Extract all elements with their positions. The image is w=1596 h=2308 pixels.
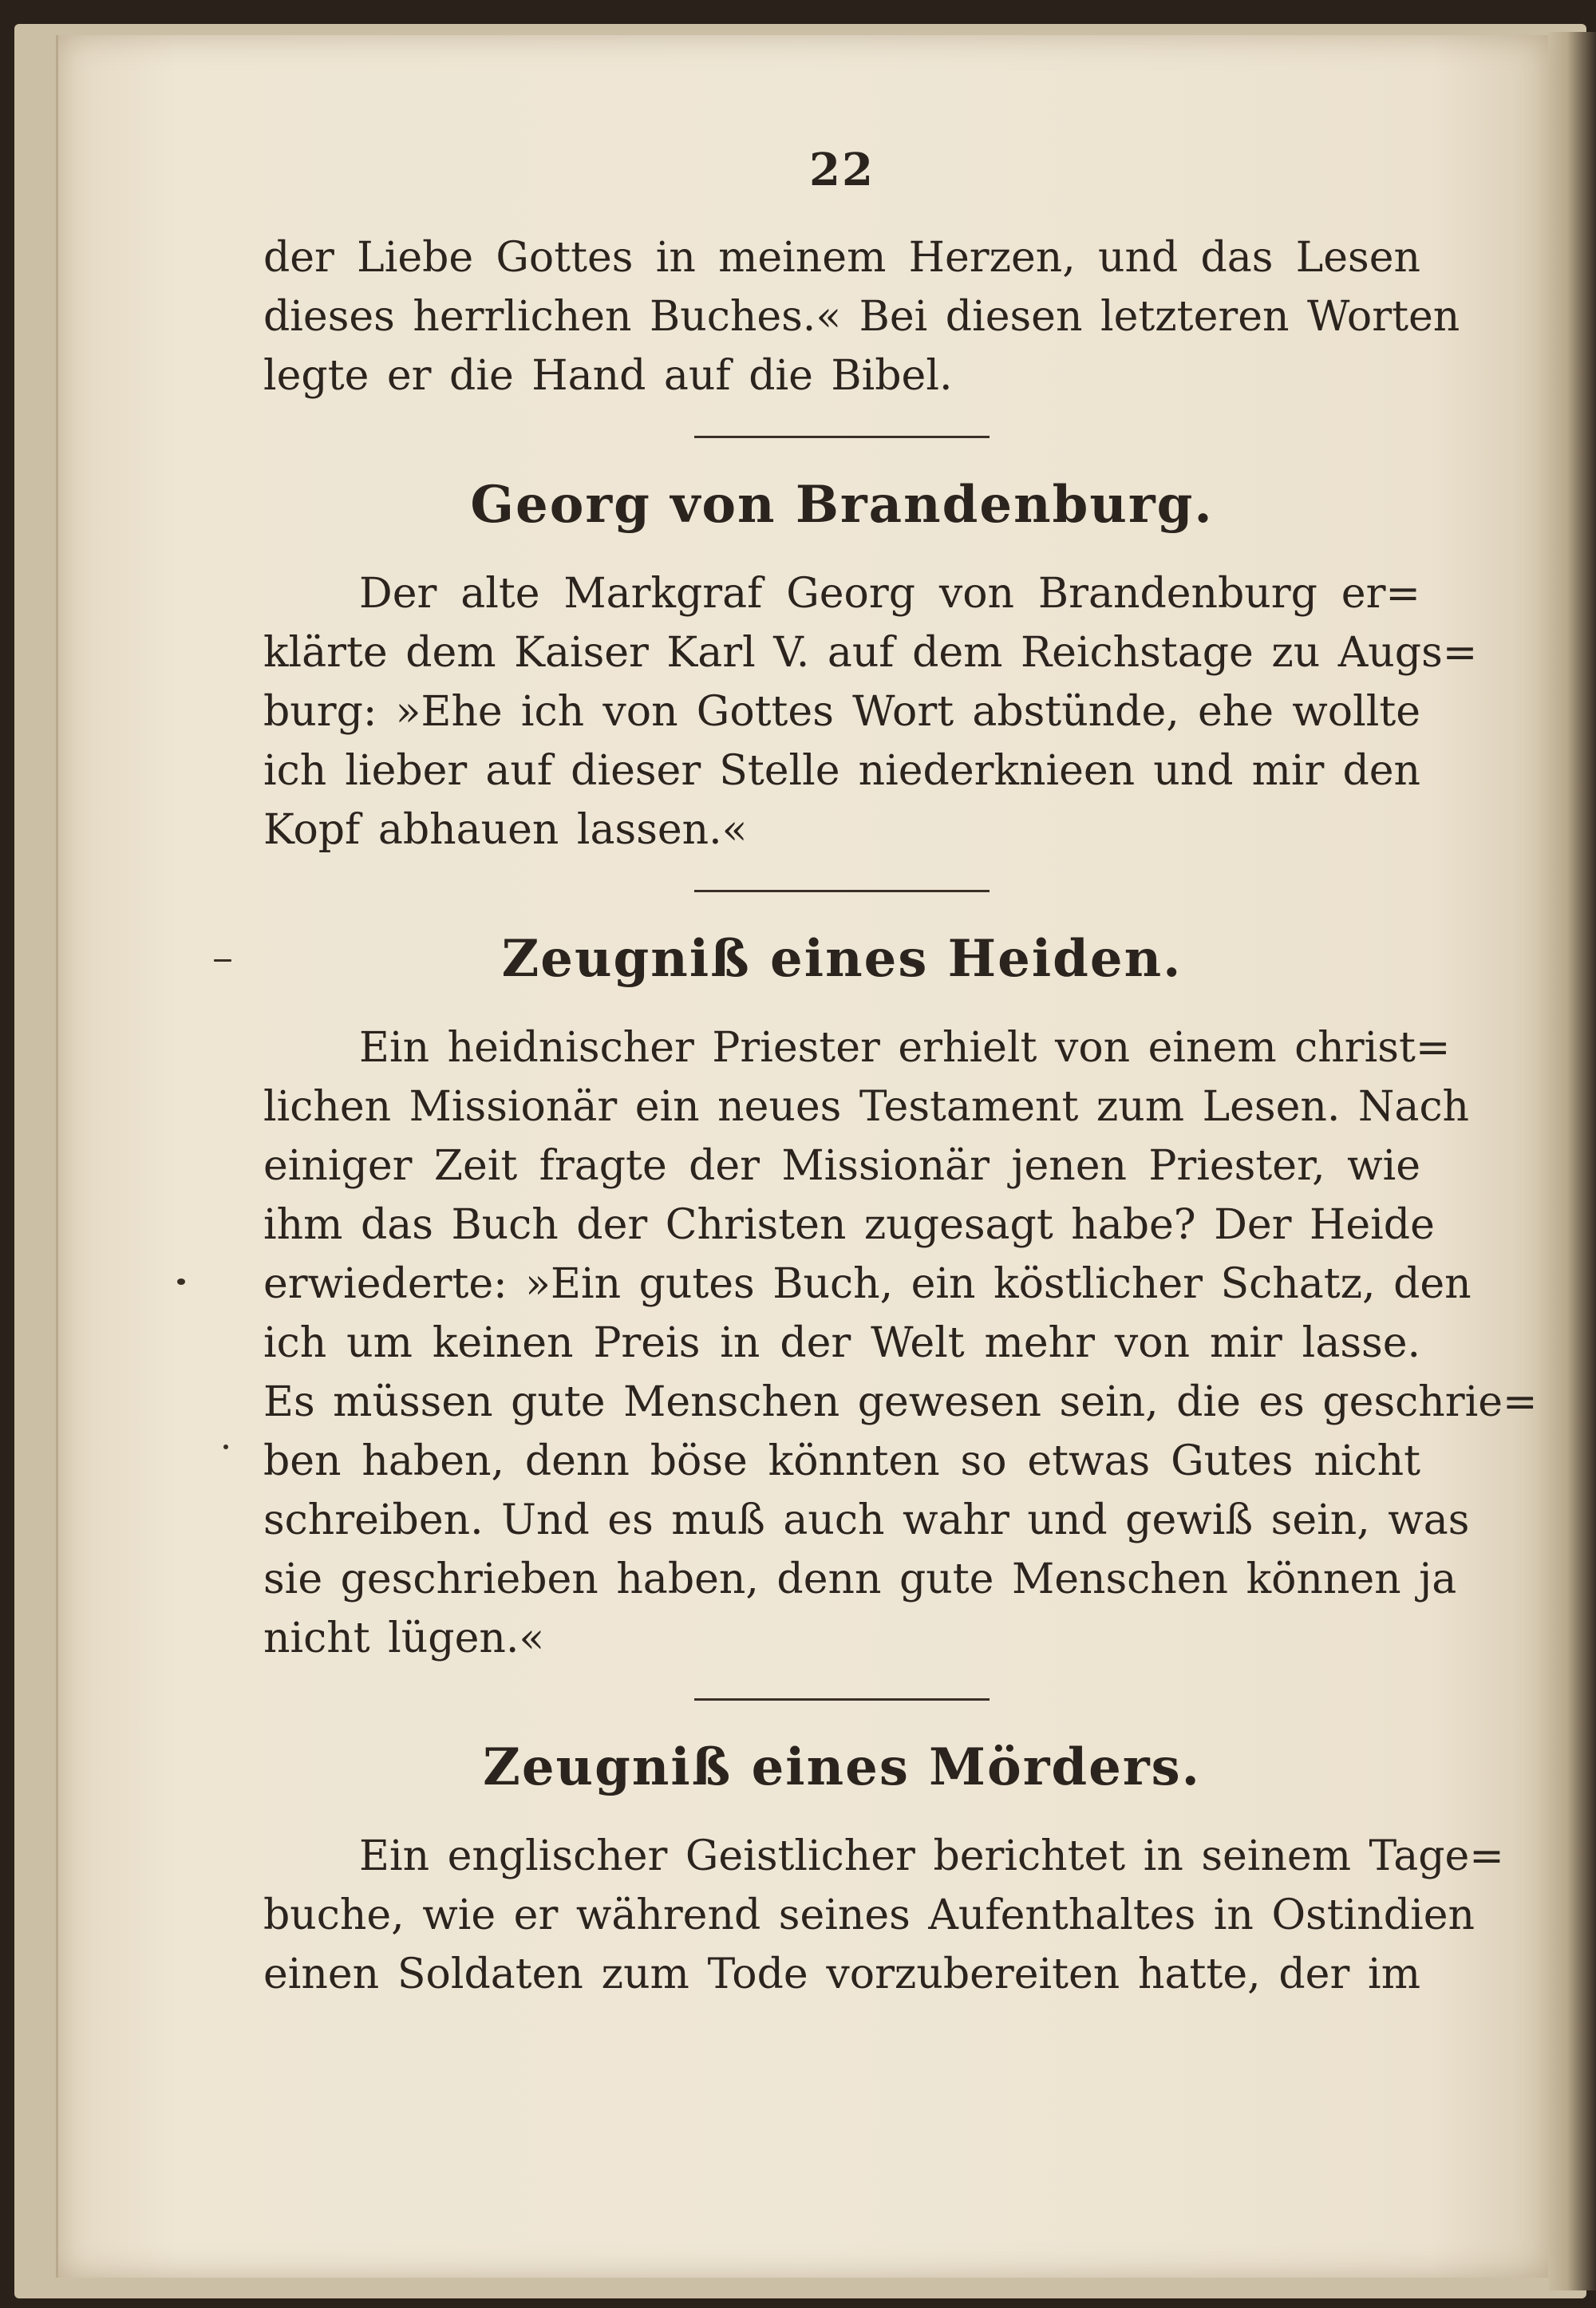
text-line: Es müssen gute Menschen gewesen sein, die es geschrie=	[263, 1378, 1538, 1426]
text-line: lichen Missionär ein neues Testament zum Lesen. Nach	[263, 1083, 1470, 1131]
text-line: Der alte Markgraf Georg von Brandenburg er=	[359, 570, 1420, 618]
text-line: klärte dem Kaiser Karl V. auf dem Reichstage zu Augs=	[263, 629, 1478, 677]
text-line: ich lieber auf dieser Stelle niederknieen und mir den	[263, 747, 1420, 795]
text-line: nicht lügen.«	[263, 1614, 545, 1662]
text-line: schreiben. Und es muß auch wahr und gewiß sein, was	[263, 1496, 1470, 1544]
text-line: erwiederte: »Ein gutes Buch, ein köstlicher Schatz, den	[263, 1260, 1472, 1308]
text-line: Ein heidnischer Priester erhielt von einem christ=	[359, 1024, 1451, 1072]
text-line: ihm das Buch der Christen zugesagt habe? Der Heide	[263, 1201, 1435, 1249]
section-moerder	[263, 1736, 1504, 2004]
text-line: einen Soldaten zum Tode vorzubereiten hatte, der im	[263, 1950, 1420, 1998]
section-heading: Zeugniß eines Heiden.	[501, 929, 1183, 989]
section-heading: Georg von Brandenburg.	[470, 475, 1214, 535]
section-divider	[694, 436, 990, 438]
facing-page-edge	[1548, 32, 1596, 2290]
ink-speck	[214, 959, 231, 962]
text-line: Ein englischer Geistlicher berichtet in seinem Tage=	[359, 1832, 1504, 1880]
page-content	[263, 144, 1538, 2004]
section-continuation	[263, 228, 1460, 405]
section-georg	[263, 473, 1478, 860]
section-heading: Zeugniß eines Mörders.	[483, 1737, 1201, 1797]
text-line: dieses herrlichen Buches.« Bei diesen letzteren Worten	[263, 293, 1460, 341]
text-line: ben haben, denn böse könnten so etwas Gutes nicht	[263, 1437, 1420, 1485]
text-line: einiger Zeit fragte der Missionär jenen Priester, wie	[263, 1142, 1420, 1190]
text-line: der Liebe Gottes in meinem Herzen, und das Lesen	[263, 234, 1420, 282]
ink-speck	[223, 1444, 228, 1449]
page-number: 22	[809, 144, 875, 196]
section-heiden	[263, 927, 1538, 1668]
section-divider	[694, 1698, 990, 1701]
text-line: sie geschrieben haben, denn gute Menschen können ja	[263, 1555, 1457, 1603]
text-line: legte er die Hand auf die Bibel.	[263, 352, 953, 400]
text-line: buche, wie er während seines Aufenthaltes in Ostindien	[263, 1891, 1475, 1939]
ink-speck	[177, 1278, 185, 1285]
text-line: ich um keinen Preis in der Welt mehr von mir lasse.	[263, 1319, 1420, 1367]
section-divider	[694, 890, 990, 892]
text-line: Kopf abhauen lassen.«	[263, 806, 748, 854]
text-line: burg: »Ehe ich von Gottes Wort abstünde, ehe wollte	[263, 688, 1420, 736]
